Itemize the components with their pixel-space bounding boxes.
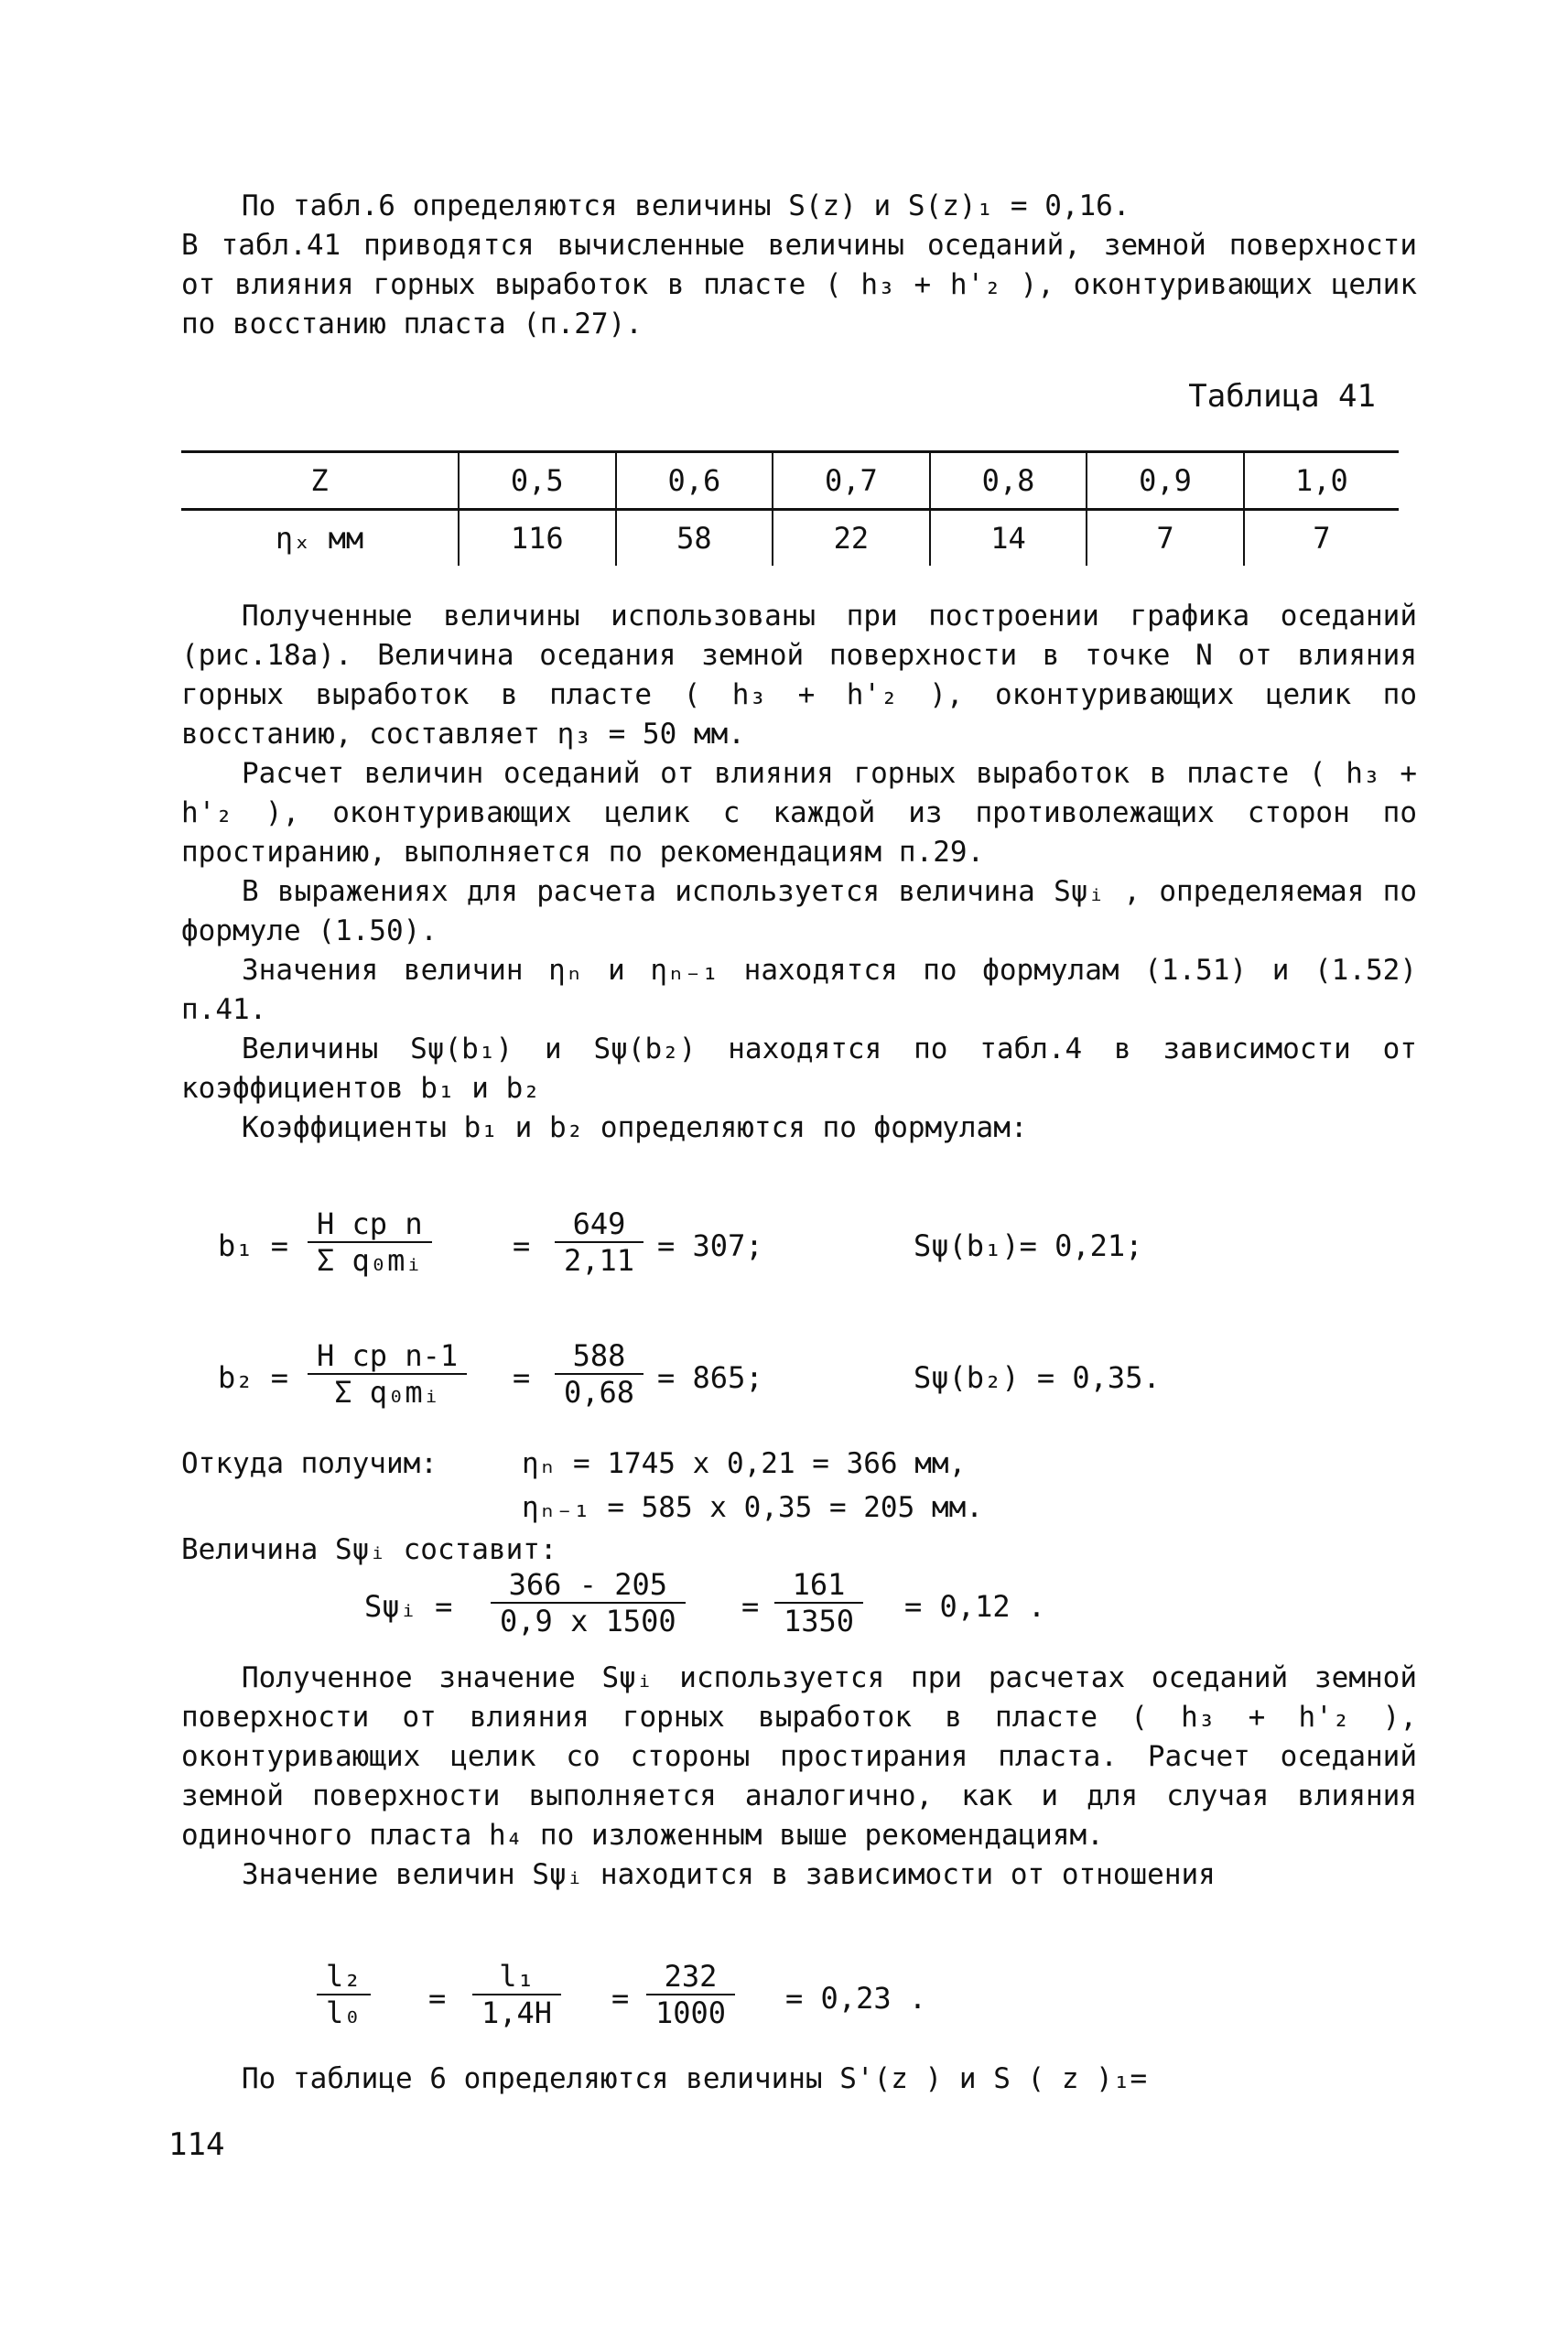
fraction	[555, 1206, 643, 1278]
paragraph: Значение величин Sψᵢ находится в зависимости от отношения	[242, 1858, 1216, 1891]
table-cell: 58	[616, 510, 773, 567]
formula-side-value: Sψ(b₂) = 0,35.	[914, 1360, 1161, 1395]
fraction-denominator: Σ q₀mᵢ	[317, 1243, 423, 1278]
table-cell: 0,5	[459, 452, 616, 510]
fraction-denominator: 1000	[655, 1995, 727, 2030]
fraction-numerator: 232	[646, 1959, 735, 1995]
table-header-label: Z	[181, 452, 459, 510]
eta-n-equation: ηₙ = 1745 x 0,21 = 366 мм,	[522, 1447, 967, 1480]
fraction-denominator: 1,4H	[481, 1995, 553, 2030]
formula-result: = 0,23 .	[785, 1981, 927, 2016]
table-cell: 0,7	[773, 452, 930, 510]
table-cell: 0,8	[930, 452, 1087, 510]
table-caption: Таблица 41	[1188, 378, 1376, 415]
paragraph: Значения величин ηₙ и ηₙ₋₁ находятся по формулам (1.51) и (1.52) п.41.	[181, 954, 1417, 1026]
s-label: Величина Sψᵢ составит:	[181, 1533, 557, 1566]
paragraph: Полученное значение Sψᵢ используется при расчетах оседаний земной поверхности от влияния горных выработок в пласте ( h₃ + h'₂ ), оконтуривающих целик со стороны простирания пласта. Расчет оседаний земной поверхности выполняется аналогично, как и для случая влияния одиночного пласта h₄ по изложенным выше рекомендациям.	[181, 1661, 1417, 1852]
fraction	[317, 1959, 371, 2030]
fraction-denominator: Σ q₀mᵢ	[334, 1375, 440, 1410]
formula-side-value: Sψ(b₁)= 0,21;	[914, 1228, 1143, 1263]
formula-lhs: b₂ =	[218, 1360, 289, 1395]
fraction-numerator: l₁	[472, 1959, 561, 1995]
fraction-numerator: H cp n-1	[308, 1338, 467, 1375]
equals-sign: =	[513, 1360, 531, 1395]
table-cell: 7	[1087, 510, 1244, 567]
table-cell: 22	[773, 510, 930, 567]
formula-lhs: b₁ =	[218, 1228, 289, 1263]
table-cell: 14	[930, 510, 1087, 567]
eta-n1-equation: ηₙ₋₁ = 585 x 0,35 = 205 мм.	[522, 1491, 983, 1524]
fraction	[646, 1959, 735, 2030]
fraction-numerator: 366 - 205	[491, 1567, 686, 1604]
paragraph: Расчет величин оседаний от влияния горных выработок в пласте ( h₃ + h'₂ ), оконтуривающих целик с каждой из противолежащих сторон по простиранию, выполняется по рекомендациям п.29.	[181, 757, 1417, 869]
fraction-denominator: 0,9 x 1500	[500, 1604, 676, 1638]
paragraph: Коэффициенты b₁ и b₂ определяются по формулам:	[242, 1111, 1028, 1144]
last-line: По таблице 6 определяются величины S'(z ) и S ( z )₁=	[242, 2062, 1148, 2095]
fraction-denominator: l₀	[326, 1995, 362, 2030]
equals-sign: =	[513, 1228, 531, 1263]
fraction	[472, 1959, 561, 2030]
table-cell: 116	[459, 510, 616, 567]
fraction-numerator: H cp n	[308, 1206, 432, 1243]
fraction	[308, 1206, 432, 1278]
fraction	[774, 1567, 863, 1638]
table-cell: 0,6	[616, 452, 773, 510]
equals-sign: =	[428, 1981, 447, 2016]
paragraph: Полученные величины использованы при построении графика оседаний (рис.18а). Величина оседания земной поверхности в точке N от влияния горных выработок в пласте ( h₃ + h'₂ ), оконтуривающих целик по восстанию, составляет η₃ = 50 мм.	[181, 600, 1417, 751]
paragraph: В выражениях для расчета используется величина Sψᵢ , определяемая по формуле (1.50).	[181, 875, 1417, 947]
fraction-denominator: 0,68	[564, 1375, 635, 1410]
fraction-numerator: l₂	[317, 1959, 371, 1995]
intro-paragraph: В табл.41 приводятся вычисленные величины оседаний, земной поверхности от влияния горных выработок в пласте ( h₃ + h'₂ ), оконтуривающих целик по восстанию пласта (п.27).	[181, 229, 1417, 341]
table-cell: 7	[1244, 510, 1399, 567]
formula-result: = 0,12 .	[904, 1589, 1046, 1624]
paragraph: Величины Sψ(b₁) и Sψ(b₂) находятся по табл.4 в зависимости от коэффициентов b₁ и b₂	[181, 1033, 1417, 1105]
page-number: 114	[168, 2126, 225, 2163]
fraction-numerator: 649	[555, 1206, 643, 1243]
equals-sign: =	[611, 1981, 630, 2016]
formula-result: = 865;	[657, 1360, 763, 1395]
intro-line: По табл.6 определяются величины S(z) и S(z)₁ = 0,16.	[242, 189, 1130, 222]
whence-label: Откуда получим:	[181, 1447, 438, 1480]
closing-paragraphs	[181, 1659, 1417, 1895]
formula-result: = 307;	[657, 1228, 763, 1263]
intro-block	[181, 187, 1417, 344]
fraction-denominator: 1350	[784, 1604, 855, 1638]
equals-sign: =	[741, 1589, 760, 1624]
table-cell: 1,0	[1244, 452, 1399, 510]
body-paragraphs	[181, 597, 1417, 1148]
table-row-label: ηₓ мм	[181, 510, 459, 567]
table-41	[181, 450, 1399, 566]
fraction-numerator: 161	[774, 1567, 863, 1604]
formula-lhs: Sψᵢ =	[364, 1589, 453, 1624]
table-cell: 0,9	[1087, 452, 1244, 510]
fraction-numerator: 588	[555, 1338, 643, 1375]
fraction-denominator: 2,11	[564, 1243, 635, 1278]
fraction	[555, 1338, 643, 1410]
fraction	[491, 1567, 686, 1638]
table-header-row	[181, 452, 1399, 510]
fraction	[308, 1338, 467, 1410]
table-row	[181, 510, 1399, 567]
